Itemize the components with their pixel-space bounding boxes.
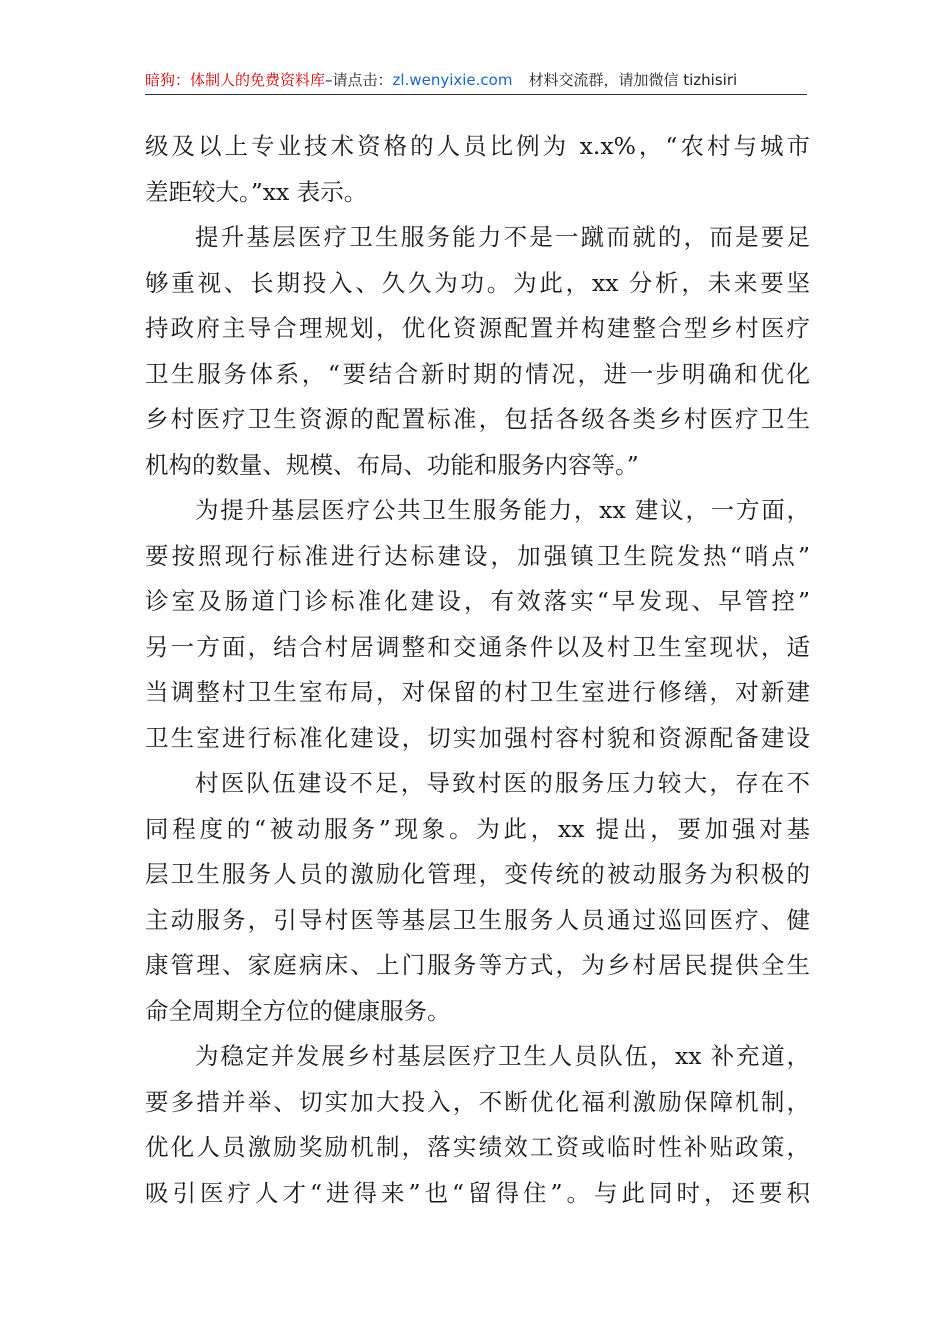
text-line: 乡村医疗卫生资源的配置标准，包括各级各类乡村医疗卫生 [145, 405, 810, 433]
text-line: 同程度的“被动服务”现象。为此，xx 提出，要加强对基 [145, 814, 810, 843]
text-line: 机构的数量、规模、布局、功能和服务内容等。” [145, 450, 639, 479]
header-click-prompt: –请点击： [325, 71, 393, 89]
text-line: 命全周期全方位的健康服务。 [145, 996, 451, 1025]
text-line: 为稳定并发展乡村基层医疗卫生人员队伍，xx 补充道， [195, 1042, 810, 1070]
text-line: 提升基层医疗卫生服务能力不是一蹴而就的，而是要足 [195, 223, 810, 251]
text-line: 村医队伍建设不足，导致村医的服务压力较大，存在不 [195, 769, 810, 797]
text-line: 要多措并举、切实加大投入，不断优化福利激励保障机制， [145, 1087, 810, 1116]
text-line: 要按照现行标准进行达标建设，加强镇卫生院发热“哨点” [145, 541, 810, 570]
text-line: 当调整村卫生室布局，对保留的村卫生室进行修缮，对新建 [145, 678, 810, 706]
text-line: 层卫生服务人员的激励化管理，变传统的被动服务为积极的 [145, 860, 810, 888]
text-line: 另一方面，结合村居调整和交通条件以及村卫生室现状，适 [145, 632, 810, 661]
text-line: 卫生服务体系，“要结合新时期的情况，进一步明确和优化 [145, 359, 810, 388]
header-brand: 暗狗：体制人的免费资料库 [145, 71, 326, 89]
text-line: 级及以上专业技术资格的人员比例为 x.x%，“农村与城市 [145, 132, 810, 160]
header-group-note: 材料交流群，请加微信 tizhisiri [528, 71, 738, 89]
header-link[interactable]: zl.wenyixie.com [392, 71, 513, 89]
text-line: 康管理、家庭病床、上门服务等方式，为乡村居民提供全生 [145, 951, 810, 979]
document-header [145, 66, 807, 95]
document-body [145, 124, 810, 1216]
text-line: 为提升基层医疗公共卫生服务能力，xx 建议，一方面， [195, 496, 810, 524]
text-line: 差距较大。”xx 表示。 [145, 177, 368, 206]
text-line: 吸引医疗人才“进得来”也“留得住”。与此同时，还要积 [145, 1178, 810, 1207]
text-line: 持政府主导合理规划，优化资源配置并构建整合型乡村医疗 [145, 314, 810, 342]
text-line: 主动服务，引导村医等基层卫生服务人员通过巡回医疗、健 [145, 905, 810, 934]
text-line: 优化人员激励奖励机制，落实绩效工资或临时性补贴政策， [145, 1133, 810, 1161]
text-line: 够重视、长期投入、久久为功。为此，xx 分析，未来要坚 [145, 268, 810, 297]
text-line: 诊室及肠道门诊标准化建设，有效落实“早发现、早管控” [145, 587, 810, 615]
text-line: 卫生室进行标准化建设，切实加强村容村貌和资源配备建设 [145, 723, 810, 752]
